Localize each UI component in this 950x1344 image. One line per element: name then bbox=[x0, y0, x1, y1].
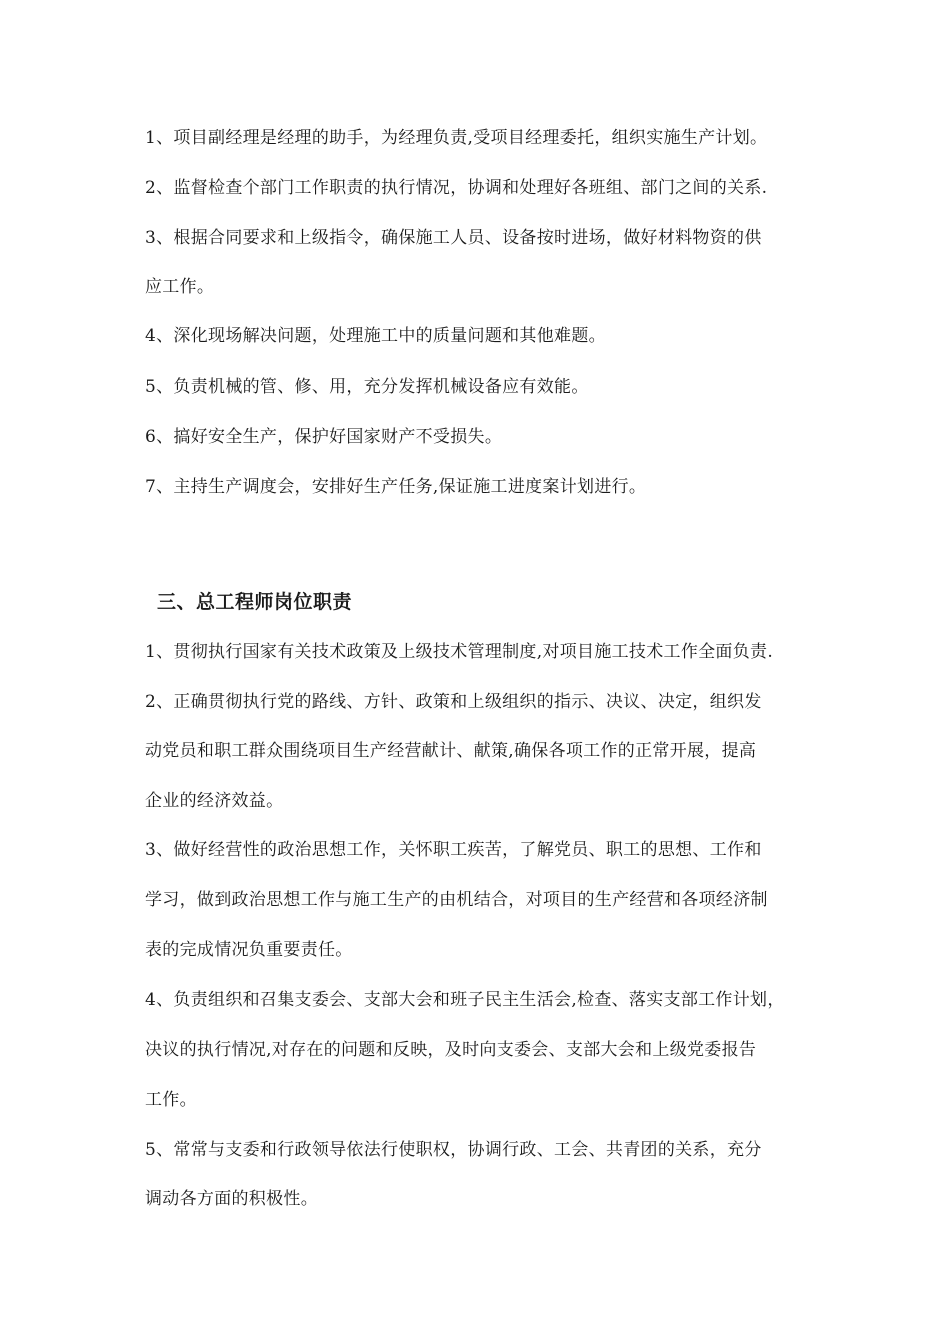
duty-line: 3、做好经营性的政治思想工作，关怀职工疾苦，了解党员、职工的思想、工作和 bbox=[145, 840, 762, 860]
duty-line: 7、主持生产调度会，安排好生产任务,保证施工进度案计划进行。 bbox=[145, 477, 647, 497]
duty-line: 5、负责机械的管、修、用，充分发挥机械设备应有效能。 bbox=[145, 377, 589, 397]
duty-line: 4、负责组织和召集支委会、支部大会和班子民主生活会,检查、落实支部工作计划， bbox=[145, 990, 785, 1010]
duty-line: 1、贯彻执行国家有关技术政策及上级技术管理制度,对项目施工技术工作全面负责. bbox=[145, 642, 774, 662]
duty-line: 5、常常与支委和行政领导依法行使职权，协调行政、工会、共青团的关系，充分 bbox=[145, 1140, 762, 1160]
duty-line: 4、深化现场解决问题，处理施工中的质量问题和其他难题。 bbox=[145, 326, 606, 346]
duty-line: 决议的执行情况,对存在的问题和反映，及时向支委会、支部大会和上级党委报告 bbox=[145, 1040, 757, 1060]
duty-line: 学习，做到政治思想工作与施工生产的由机结合，对项目的生产经营和各项经济制 bbox=[145, 890, 768, 910]
section-heading: 三、总工程师岗位职责 bbox=[157, 591, 353, 613]
duty-line: 调动各方面的积极性。 bbox=[145, 1189, 318, 1209]
duty-line: 表的完成情况负重要责任。 bbox=[145, 940, 353, 960]
duty-line: 1、项目副经理是经理的助手，为经理负责,受项目经理委托，组织实施生产计划。 bbox=[145, 128, 768, 148]
duty-line: 2、正确贯彻执行党的路线、方针、政策和上级组织的指示、决议、决定，组织发 bbox=[145, 692, 762, 712]
duty-line: 企业的经济效益。 bbox=[145, 791, 284, 811]
duty-line: 应工作。 bbox=[145, 277, 215, 297]
duty-line: 3、根据合同要求和上级指令，确保施工人员、设备按时进场，做好材料物资的供 bbox=[145, 228, 762, 248]
duty-line: 6、搞好安全生产，保护好国家财产不受损失。 bbox=[145, 427, 503, 447]
duty-line: 2、监督检查个部门工作职责的执行情况，协调和处理好各班组、部门之间的关系. bbox=[145, 178, 768, 198]
duty-line: 动党员和职工群众围绕项目生产经营献计、献策,确保各项工作的正常开展，提高 bbox=[145, 741, 757, 761]
duty-line: 工作。 bbox=[145, 1090, 197, 1110]
